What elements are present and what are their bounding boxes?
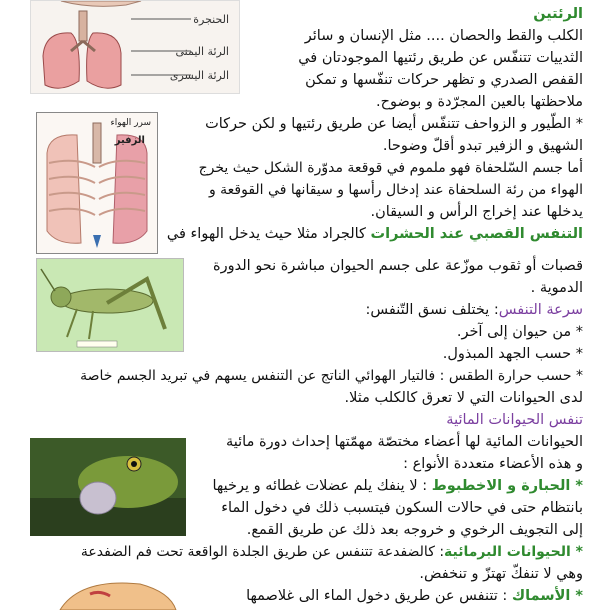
line-16: * حسب حرارة الطقس : فالتيار الهوائي الناتج عن التنفس يسهم في تبريد الجسم خاصة xyxy=(80,368,583,384)
line-25-rest: : تتنفس عن طريق دخول الماء الى غلاصمها xyxy=(246,588,512,604)
line-13-rest: : يختلف نسق التّنفس: xyxy=(365,302,499,318)
line-25 xyxy=(246,586,583,607)
line-7: أما جسم السّلحفاة فهو ملموم في قوقعة مدوّرة الشكل حيث يخرج xyxy=(198,160,583,176)
line-23 xyxy=(81,542,583,563)
line-12: الدموية . xyxy=(530,280,583,296)
line-21: بانتظام حتى في حالات السكون فيتسبب ذلك في دخول الماء xyxy=(221,500,583,516)
label-right-lung: الرئة اليمنى xyxy=(175,45,229,58)
line-3: القفص الصدري و تظهر حركات تنفّسها و تمكن xyxy=(305,72,583,88)
heading-whale: * الحبارة و الاخطبوط xyxy=(431,478,583,494)
line-11: قصبات أو ثقوب موزّعة على جسم الحيوان مباشرة نحو الدورة xyxy=(213,258,583,274)
lungs-diagram-top-svg xyxy=(31,1,239,93)
fish-gills-image xyxy=(30,574,180,610)
line-10 xyxy=(167,224,583,245)
line-20 xyxy=(213,476,584,497)
grasshopper-svg xyxy=(37,259,183,351)
label-air-path: سرر الهواء xyxy=(110,118,151,128)
label-larynx: الحنجرة xyxy=(193,13,229,26)
heading-aquatic: تنفس الحيوانات المائية xyxy=(446,412,583,428)
line-14: * من حيوان إلى آخر. xyxy=(456,324,583,340)
grasshopper-image xyxy=(36,258,184,352)
line-9: يدخلها عند إخراج الرأس و السيقان. xyxy=(370,204,583,220)
lungs-diagram-mid xyxy=(36,112,158,254)
line-10-rest: كالجراد مثلا حيث يدخل الهواء في xyxy=(166,226,366,242)
line-8: الهواء من رئة السلحفاة عند إدخال رأسها و سيقانها في القوقعة و xyxy=(208,182,583,198)
heading-rate: سرعة التنفس xyxy=(498,302,583,318)
line-4: ملاحظتها بالعين المجرّدة و بوضوح. xyxy=(375,94,583,110)
heading-amphibians: * الحيوانات البرمائية xyxy=(444,544,583,560)
fish-svg xyxy=(30,574,180,610)
line-17: لدى الحيوانات التي لا تعرق كالكلب مثلا. xyxy=(344,390,583,406)
heading-fish: * الأسماك xyxy=(511,588,583,604)
line-1: الكلب والقط والحصان .... مثل الإنسان و سائر xyxy=(304,28,583,44)
line-18: الحيوانات المائية لها أعضاء مختصّة مهمّتها إحداث دورة مائية xyxy=(226,434,583,450)
line-19: و هذه الأعضاء متعددة الأنواع : xyxy=(403,456,583,472)
label-left-lung: الرئة اليسرى xyxy=(169,69,229,82)
heading-insects: التنفس القصبي عند الحشرات xyxy=(370,226,583,242)
lungs-diagram-mid-svg xyxy=(37,113,157,253)
heading-lungs: الرئتين xyxy=(533,6,583,22)
line-15: * حسب الجهد المبذول. xyxy=(442,346,583,362)
line-6: الشهيق و الزفير تبدو أقلّ وضوحا. xyxy=(382,138,583,154)
frog-image xyxy=(30,438,186,536)
line-2: الثدييات تتنفّس عن طريق رئتيها الموجودتان في xyxy=(298,50,583,66)
line-23-rest: : كالضفدعة تتنفس عن طريق الجلدة الواقعة تحت فم الضفدعة xyxy=(80,544,445,560)
lungs-diagram-top xyxy=(30,0,240,94)
line-24: وهي لا تنفكّ تهتزّ و تنخفض. xyxy=(419,566,583,582)
label-exhale: الزفير xyxy=(114,135,145,146)
line-22: إلى التجويف الرخوي و خروجه بعد ذلك عن طريق القمع. xyxy=(246,522,583,538)
frog-svg xyxy=(30,438,186,536)
line-20-rest: : لا ينفك يلم عضلات غطائه و يرخيها xyxy=(212,478,432,494)
line-13 xyxy=(366,300,583,321)
line-5: * الطّيور و الزواحف تتنفّس أيضا عن طريق رئتيها و لكن حركات xyxy=(205,116,583,132)
